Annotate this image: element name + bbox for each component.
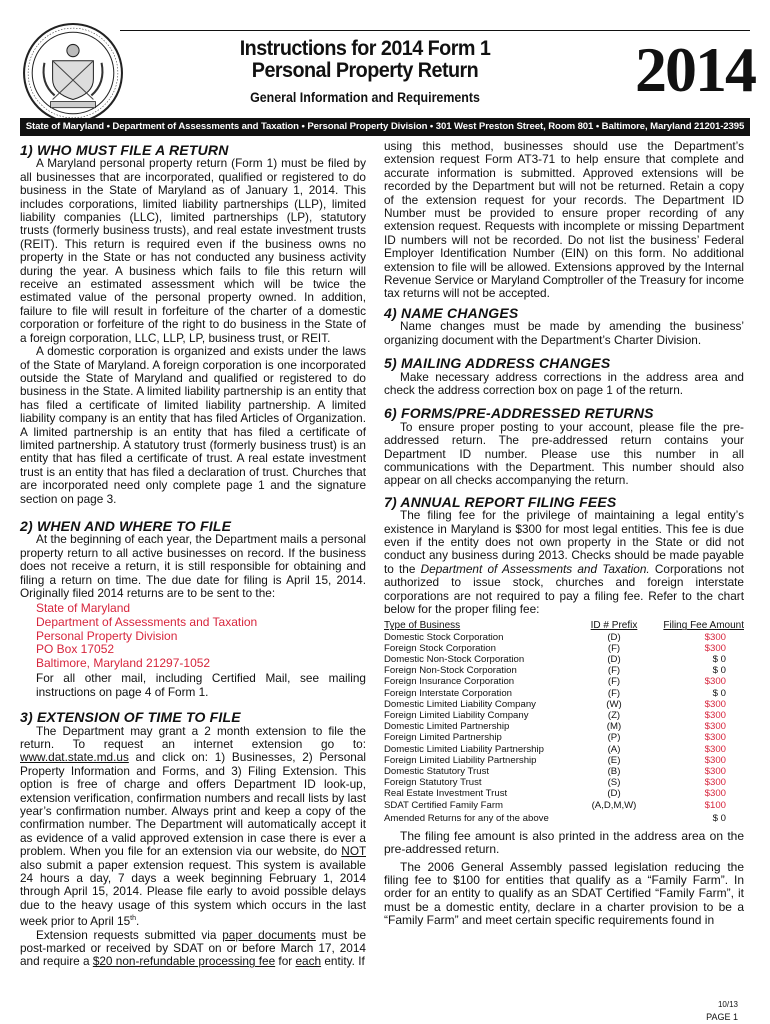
- fee-amount-cell: $300: [704, 788, 726, 800]
- section-2-paragraph-2: For all other mail, including Certified Mail, see mailing instructions on page 4 of Form 1.: [36, 671, 366, 699]
- text-run: for: [275, 954, 296, 969]
- id-prefix-cell: (W): [606, 698, 622, 710]
- fee-amount-cell: $300: [704, 732, 726, 744]
- tax-year: 2014: [635, 34, 755, 105]
- business-type-cell: Amended Returns for any of the above: [384, 812, 549, 824]
- section-6-paragraph: To ensure proper posting to your account, please file the pre-addressed return. The pre-addressed return contains your Department ID number. Please use this number in all communications with the Department. This number should also appear on all checks accompanying the return.: [384, 419, 744, 488]
- business-type-cell: Domestic Non-Stock Corporation: [384, 654, 525, 666]
- fee-amount-cell: $ 0: [712, 665, 726, 677]
- fee-amount-cell: $300: [704, 766, 726, 778]
- section-2-paragraph-1: At the beginning of each year, the Department mails a personal property return to all active businesses on record. If the business does not receive a return, it is still responsible for obtaining and filing a return on time. The due date for filing is April 15, 2014. Originally filed 2014 returns are to be sent to the:: [20, 532, 366, 600]
- right-column: [384, 140, 744, 928]
- business-type-cell: Foreign Statutory Trust: [384, 777, 482, 789]
- table-row: [384, 811, 744, 827]
- id-prefix-cell: (B): [607, 766, 621, 778]
- subtitle: General Information and Requirements: [250, 90, 480, 105]
- text-run: must be post-marked or received by SDAT on or before March 17, 2014 and require a: [20, 927, 367, 969]
- filing-fee-rows: [384, 632, 744, 827]
- table-row: [384, 755, 744, 766]
- section-6-heading: 6) FORMS/PRE-ADDRESSED RETURNS: [384, 405, 654, 422]
- text-run: entity. If: [321, 954, 365, 969]
- business-type-cell: Domestic Limited Liability Company: [384, 698, 536, 710]
- page-number: PAGE 1: [706, 1012, 738, 1022]
- business-type-cell: Domestic Statutory Trust: [384, 766, 490, 778]
- section-3-continued: using this method, businesses should use the Department’s extension request Form AT3-71 to help ensure that complete and accurate information is submitted. Approved extensions will be recorded by the Department but will not be returned. Retain a copy of the extension request for your records. The Department ID Number must be provided to ensure proper recording of any extension request. Requests with incomplete or missing Department ID numbers will not be recorded. Do not list the business’ Federal Employer Identification Number (EIN) on this form. No additional extension to file will be allowed. Extensions approved by the Internal Revenue Service or Maryland Comptroller of the Treasury for income tax returns will not be accepted.: [384, 139, 744, 301]
- fee-amount-cell: $300: [704, 743, 726, 755]
- fee-amount-cell: $300: [704, 698, 726, 710]
- table-row: [384, 699, 744, 710]
- address-line: Personal Property Division: [36, 628, 178, 643]
- section-1-paragraph-1: A Maryland personal property return (Form 1) must be filed by all businesses that are incorporated, qualified or registered to do business in the State of Maryland as of January 1, 2014. This includes corporations, limited liability partnerships (LLP), limited liability companies (LLC), limited partnerships (LP), statutory trusts (formerly business trusts), and real estate investment trusts (REIT). This return is required even if the business owns no property in the State or has not conducted any business activity during the year. A business which fails to file this return will receive an estimated assessment which will be twice the estimated value of the personal property owned. In addition, failure to file will result in forfeiture of the charter of a domestic corporation or forfeiture of the right to do business in the State of a foreign corporation, LLC, LLP, LP, business trust, or REIT.: [20, 156, 366, 345]
- text-run: Corporations not authorized to issue stock, churches and foreign interstate corporations are not required to pay a filing fee. Refer to the chart below for the proper filing fee:: [384, 561, 745, 616]
- section-7-paragraph-3: The 2006 General Assembly passed legislation reducing the filing fee to $100 for entities that qualify as a “Family Farm”. In order for an entity to qualify as an SDAT Certified “Family Farm”, it must be a domestic entity, declare in a charter provision to be a “Family Farm” and meet certain specific requirements found in: [384, 859, 744, 928]
- text-run: and click on: 1) Businesses, 2) Personal Property Information and Forms, and 3) Filing Extension. This option is free of charge and offers Department ID look-up, extension verification, confirmation numbers and recall lists by last year’s confirmation number. Always print and keep a copy of the confirmation number. The Department will automatically accept it as evidence of a valid approved extension in case there is ever a problem. When you file for an extension via our website, do: [20, 750, 366, 859]
- fee-amount-cell: $ 0: [712, 687, 726, 699]
- table-row: [384, 777, 744, 788]
- id-prefix-cell: (D): [607, 788, 621, 800]
- table-row: [384, 788, 744, 799]
- address-line: Department of Assessments and Taxation: [36, 615, 258, 629]
- emphasis-paper-documents: paper documents: [222, 927, 316, 942]
- table-row: [384, 800, 744, 811]
- section-7-paragraph-1: [384, 509, 744, 616]
- section-3-paragraph-1: [20, 725, 366, 929]
- address-line: PO Box 17052: [36, 642, 115, 657]
- table-row: [384, 766, 744, 777]
- id-prefix-cell: (F): [607, 676, 621, 688]
- section-1-paragraph-2: A domestic corporation is organized and exists under the laws of the State of Maryland. A foreign corporation is one incorporated outside the State of Maryland and qualified or registered to do business in the State. A limited liability partnership is an entity that has filed a certificate of limited liability partnership. A limited liability company is an entity that has filed Articles of Organization. A limited partnership is an entity that has filed a certificate of limited partnership. A statutory trust (formerly business trust) is an entity that has filed a certificate of trust. A real estate investment trust is an entity that has filed a declaration of trust. Churches that are incorporated need only complete page 1 and the signature section on page 3.: [20, 344, 366, 506]
- text-run: The Department may grant a 2 month extension to file the return. To request an internet extension go to:: [20, 723, 366, 751]
- table-row: [384, 744, 744, 755]
- maryland-state-seal-icon: [22, 22, 124, 124]
- fee-amount-cell: $300: [704, 777, 726, 789]
- business-type-cell: Domestic Limited Partnership: [384, 721, 510, 733]
- table-row: [384, 632, 744, 643]
- emphasis-processing-fee: $20 non-refundable processing fee: [92, 954, 276, 969]
- fee-amount-cell: $ 0: [712, 812, 726, 824]
- section-3-paragraph-2: [20, 929, 366, 969]
- left-column: [20, 140, 366, 969]
- superscript-th: th: [130, 915, 137, 923]
- business-type-cell: SDAT Certified Family Farm: [384, 799, 504, 811]
- section-7-heading: 7) ANNUAL REPORT FILING FEES: [384, 493, 617, 510]
- filing-fee-table: [384, 620, 744, 826]
- section-7-paragraph-2: The filing fee amount is also printed in the address area on the pre-addressed return.: [384, 828, 744, 857]
- table-header-row: [384, 620, 744, 631]
- table-row: [384, 732, 744, 743]
- business-type-cell: Foreign Limited Partnership: [384, 732, 502, 744]
- id-prefix-cell: (D): [607, 631, 621, 643]
- column-header: ID # Prefix: [590, 620, 638, 632]
- address-line: Baltimore, Maryland 21297-1052: [36, 655, 211, 670]
- business-type-cell: Domestic Limited Liability Partnership: [384, 743, 544, 755]
- fee-amount-cell: $300: [704, 676, 726, 688]
- fee-amount-cell: $300: [704, 754, 726, 766]
- business-type-cell: Foreign Interstate Corporation: [384, 687, 512, 699]
- table-row: [384, 665, 744, 676]
- business-type-cell: Foreign Stock Corporation: [384, 642, 496, 654]
- table-row: [384, 654, 744, 665]
- fee-amount-cell: $ 0: [712, 654, 726, 666]
- fee-amount-cell: $300: [704, 721, 726, 733]
- business-type-cell: Foreign Non-Stock Corporation: [384, 665, 517, 677]
- title-line-1: Instructions for 2014 Form 1: [239, 36, 491, 60]
- section-4-heading: 4) NAME CHANGES: [384, 304, 519, 321]
- fee-amount-cell: $300: [704, 710, 726, 722]
- form-revision-code: 10/13: [717, 1000, 738, 1009]
- section-5-paragraph: Make necessary address corrections in the address area and check the address correction box on page 1 of the return.: [384, 369, 744, 397]
- emphasis-each: each: [295, 954, 322, 969]
- table-row: [384, 688, 744, 699]
- id-prefix-cell: (F): [607, 642, 621, 654]
- business-type-cell: Foreign Insurance Corporation: [384, 676, 515, 688]
- table-row: [384, 721, 744, 732]
- table-row: [384, 676, 744, 687]
- id-prefix-cell: (S): [607, 777, 621, 789]
- id-prefix-cell: (M): [606, 721, 622, 733]
- text-run: The filing fee for the privilege of maintaining a legal entity’s existence in Maryland is $300 for most legal entities. This fee is due even if the entity does not own property in the State or did not conduct any business during 2013. Checks should be made payable to the: [384, 508, 744, 576]
- column-header: Filing Fee Amount: [663, 620, 744, 632]
- section-1-heading: 1) WHO MUST FILE A RETURN: [20, 142, 229, 158]
- payee-name: Department of Assessments and Taxation.: [420, 561, 650, 576]
- table-row: [384, 710, 744, 721]
- page-header: [0, 0, 770, 160]
- id-prefix-cell: (E): [607, 754, 621, 766]
- section-5-heading: 5) MAILING ADDRESS CHANGES: [384, 355, 611, 372]
- website-link[interactable]: www.dat.state.md.us: [20, 750, 129, 765]
- business-type-cell: Foreign Limited Liability Company: [384, 710, 529, 722]
- id-prefix-cell: (A): [607, 743, 621, 755]
- address-line: State of Maryland: [36, 601, 131, 616]
- business-type-cell: Domestic Stock Corporation: [384, 631, 504, 643]
- title-line-2: Personal Property Return: [251, 58, 479, 82]
- text-run: .: [136, 914, 140, 929]
- id-prefix-cell: (F): [607, 687, 621, 699]
- text-run: also submit a paper extension request. This system is available 24 hours a day, 7 days a week beginning February 1, 2014 through April 15, 2014. Please file early to avoid possible delays due to the heavy usage of this system which occurs in the last week prior to April 15: [20, 857, 366, 929]
- id-prefix-cell: (P): [607, 732, 621, 744]
- business-type-cell: Real Estate Investment Trust: [384, 788, 508, 800]
- fee-amount-cell: $300: [704, 631, 726, 643]
- fee-amount-cell: $100: [704, 799, 726, 811]
- section-2-heading: 2) WHEN AND WHERE TO FILE: [20, 517, 232, 534]
- section-3-heading: 3) EXTENSION OF TIME TO FILE: [20, 709, 241, 726]
- text-run: Extension requests submitted via: [36, 927, 223, 942]
- id-prefix-cell: [574, 811, 654, 827]
- id-prefix-cell: (D): [607, 654, 621, 666]
- id-prefix-cell: (F): [607, 665, 621, 677]
- header-rule: [120, 30, 750, 31]
- table-row: [384, 643, 744, 654]
- business-type-cell: Foreign Limited Liability Partnership: [384, 754, 537, 766]
- id-prefix-cell: (Z): [607, 710, 621, 722]
- fee-amount-cell: $300: [704, 642, 726, 654]
- emphasis-not: NOT: [341, 844, 366, 859]
- mailing-address-block: [20, 602, 366, 670]
- id-prefix-cell: (A,D,M,W): [591, 799, 637, 811]
- agency-address-bar: State of Maryland • Department of Assessments and Taxation • Personal Property Division • 301 West Preston Street, Room 801 • Baltimore, Maryland 21201-2395: [20, 118, 750, 136]
- section-4-paragraph: Name changes must be made by amending the business’ organizing document with the Department’s Charter Division.: [384, 319, 744, 347]
- column-header: Type of Business: [384, 620, 461, 632]
